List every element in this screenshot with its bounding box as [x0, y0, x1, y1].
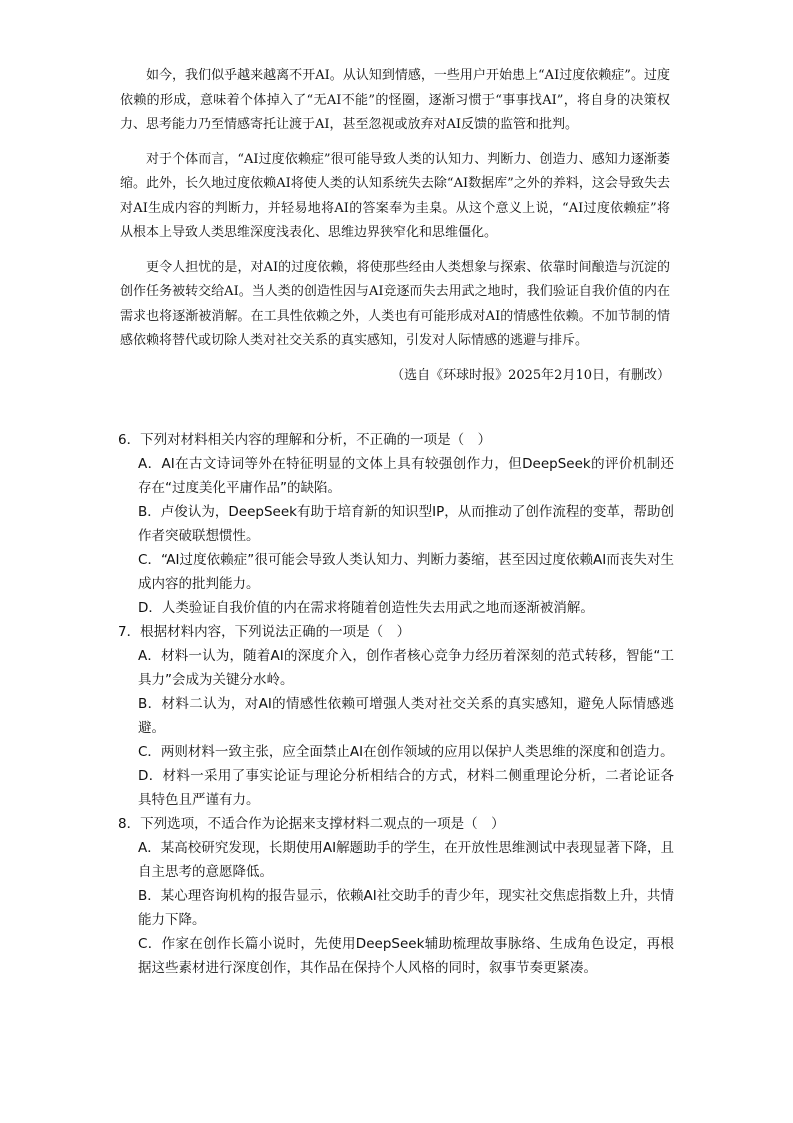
option-a: A．某高校研究发现，长期使用AI解题助手的学生，在开放性思维测试中表现显著下降，且自主思考的意愿降低。 — [138, 840, 674, 880]
option-a: A．AI在古文诗词等外在特征明显的文体上具有较强创作力，但DeepSeek的评价机制还存在“过度美化平庸作品”的缺陷。 — [138, 456, 674, 496]
option-b: B．卢俊认为，DeepSeek有助于培育新的知识型IP，从而推动了创作流程的变革，帮助创作者突破联想惯性。 — [138, 504, 674, 544]
passage-paragraph: 对于个体而言，“AI过度依赖症”很可能导致人类的认知力、判断力、创造力、感知力逐渐萎缩。此外，长久地过度依赖AI将使人类的认知系统失去除“AI数据库”之外的养料，这会导致失去对AI生成内容的判断力，并轻易地将AI的答案奉为圭臬。从这个意义上说，“AI过度依赖症”将从根本上导致人类思维深度浅表化、思维边界狭窄化和思维僵化。 — [120, 151, 670, 240]
option-a: A．材料一认为，随着AI的深度介入，创作者核心竞争力经历着深刻的范式转移，智能“工具力”会成为关键分水岭。 — [138, 648, 674, 688]
source-citation: （选自《环球时报》2025年2月10日，有删改） — [391, 367, 670, 383]
question-8 — [118, 812, 674, 980]
question-6 — [118, 428, 674, 620]
option-b: B．材料二认为，对AI的情感性依赖可增强人类对社交关系的真实感知，避免人际情感逃避。 — [138, 696, 674, 736]
passage-paragraph: 如今，我们似乎越来越离不开AI。从认知到情感，一些用户开始患上“AI过度依赖症”。过度依赖的形成，意味着个体掉入了“无AI不能”的怪圈，逐渐习惯于“事事找AI”，将自身的决策权力、思考能力乃至情感寄托让渡于AI，甚至忽视或放弃对AI反馈的监管和批判。 — [120, 68, 670, 132]
question-stem: 8．下列选项，不适合作为论据来支撑材料二观点的一项是（ ） — [118, 816, 505, 832]
question-stem: 6．下列对材料相关内容的理解和分析，不正确的一项是（ ） — [118, 432, 492, 448]
option-b: B．某心理咨询机构的报告显示，依赖AI社交助手的青少年，现实社交焦虑指数上升，共情能力下降。 — [138, 888, 674, 928]
option-c: C．两则材料一致主张，应全面禁止AI在创作领域的应用以保护人类思维的深度和创造力。 — [138, 744, 674, 760]
reading-passage — [120, 64, 670, 388]
option-c: C．“AI过度依赖症”很可能会导致人类认知力、判断力萎缩，甚至因过度依赖AI而丧失对生成内容的批判能力。 — [138, 552, 674, 592]
option-c: C．作家在创作长篇小说时，先使用DeepSeek辅助梳理故事脉络、生成角色设定，再根据这些素材进行深度创作，其作品在保持个人风格的同时，叙事节奏更紧凑。 — [138, 936, 674, 976]
passage-paragraph: 更令人担忧的是，对AI的过度依赖，将使那些经由人类想象与探索、依靠时间酿造与沉淀的创作任务被转交给AI。当人类的创造性因与AI竞逐而失去用武之地时，我们验证自我价值的内在需求也将逐渐被消解。在工具性依赖之外，人类也有可能形成对AI的情感性依赖。不加节制的情感依赖将替代或切除人类对社交关系的真实感知，引发对人际情感的逃避与排斥。 — [120, 259, 670, 348]
question-list — [118, 428, 674, 980]
question-stem: 7．根据材料内容，下列说法正确的一项是（ ） — [118, 624, 411, 640]
option-d: D．人类验证自我价值的内在需求将随着创造性失去用武之地而逐渐被消解。 — [138, 600, 594, 616]
question-7 — [118, 620, 674, 812]
option-d: D．材料一采用了事实论证与理论分析相结合的方式，材料二侧重理论分析，二者论证各具特色且严谨有力。 — [138, 768, 674, 808]
